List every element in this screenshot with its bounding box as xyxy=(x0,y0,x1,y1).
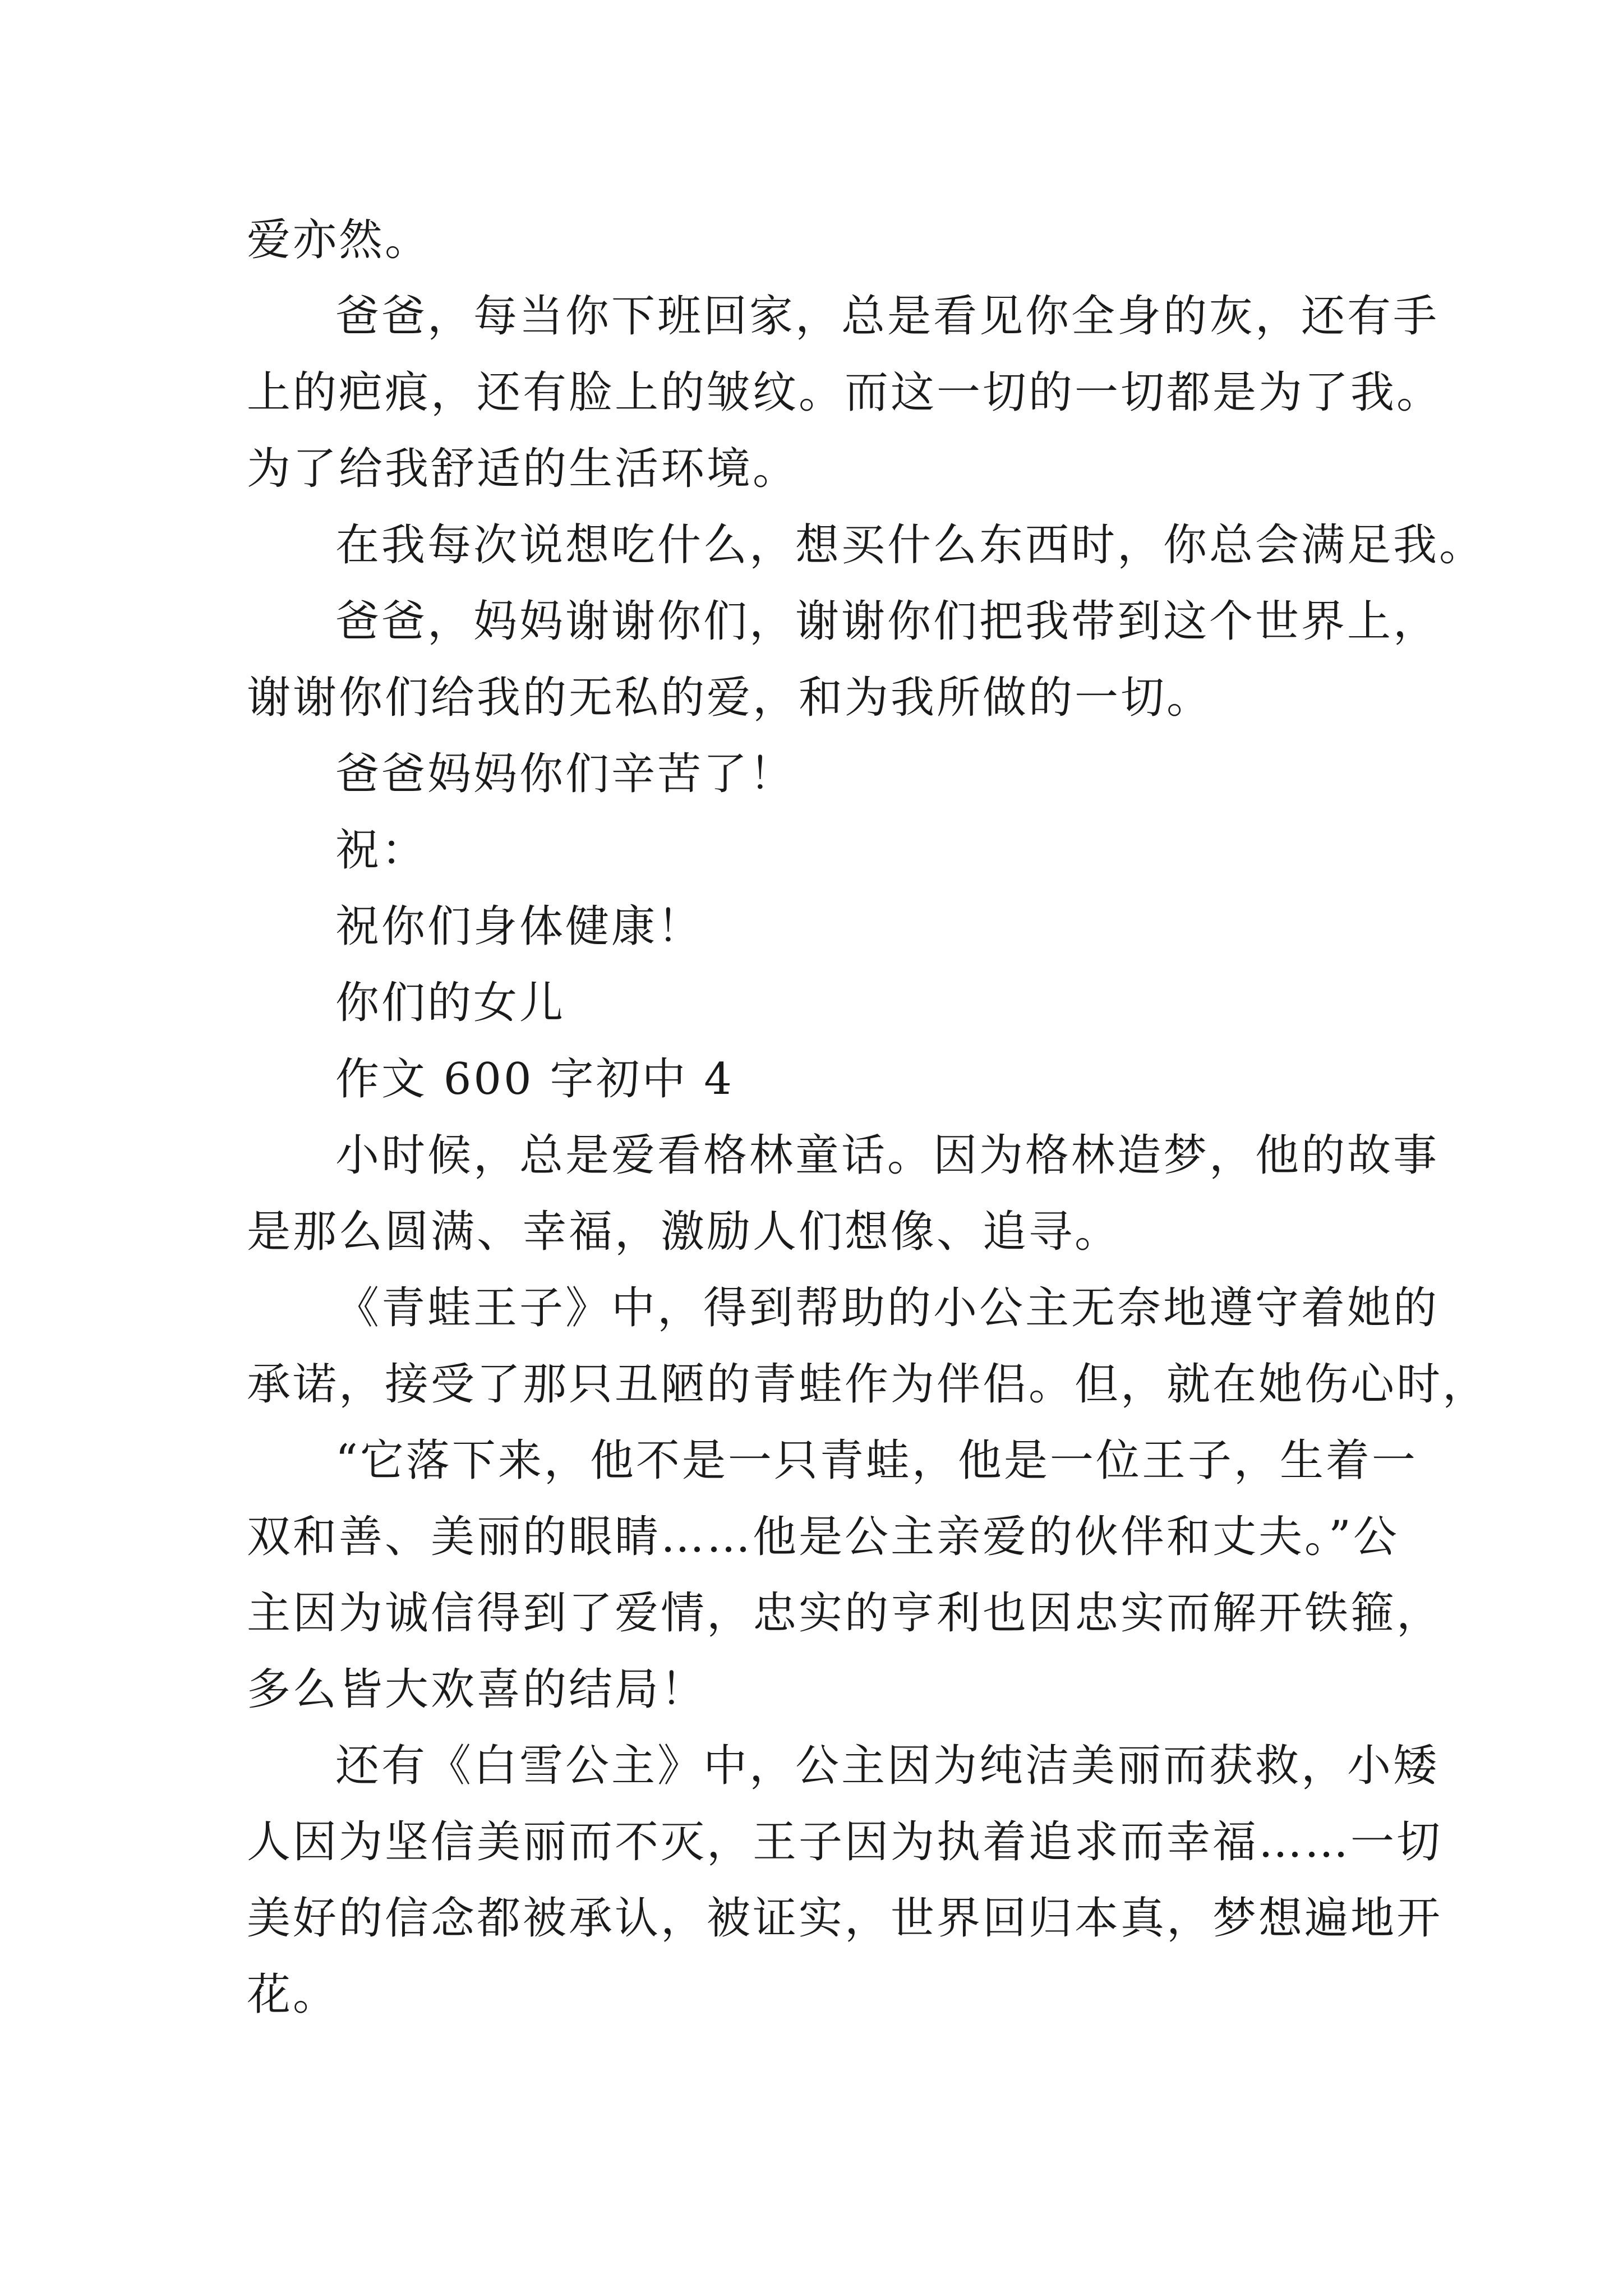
body-text xyxy=(247,202,1489,2033)
text-line: 美好的信念都被承认，被证实，世界回归本真，梦想遍地开 xyxy=(247,1893,1443,1944)
paragraph xyxy=(247,1270,1489,1423)
text-line: 爸爸，妈妈谢谢你们，谢谢你们把我带到这个世界上， xyxy=(335,596,1440,647)
text-line: 上的疤痕，还有脸上的皱纹。而这一切的一切都是为了我。 xyxy=(247,367,1443,418)
paragraph xyxy=(247,1728,1443,2033)
paragraph xyxy=(247,583,1440,736)
text-line: 人因为坚信美丽而不灭，王子因为执着追求而幸福……一切 xyxy=(247,1817,1443,1867)
text-line: 《青蛙王子》中，得到帮助的小公主无奈地遵守着她的 xyxy=(335,1283,1440,1333)
text-line: 祝： xyxy=(335,825,428,876)
text-line: 祝你们身体健康！ xyxy=(335,901,704,952)
text-line: 小时候，总是爱看格林童话。因为格林造梦，他的故事 xyxy=(335,1130,1440,1181)
text-line: 是那么圆满、幸福，激励人们想像、追寻。 xyxy=(247,1207,1121,1257)
text-line: 花。 xyxy=(247,1970,339,2020)
text-line: 主因为诚信得到了爱情，忠实的亨利也因忠实而解开铁箍， xyxy=(247,1588,1443,1639)
text-line: 你们的女儿 xyxy=(335,978,566,1028)
paragraph xyxy=(247,889,1385,965)
text-line: 多么皆大欢喜的结局！ xyxy=(247,1664,707,1715)
paragraph xyxy=(247,507,1486,583)
paragraph xyxy=(247,965,1385,1041)
text-line: 还有《白雪公主》中，公主因为纯洁美丽而获救，小矮 xyxy=(335,1741,1440,1791)
paragraph xyxy=(247,1117,1440,1270)
paragraph xyxy=(247,1423,1443,1728)
text-line: 爱亦然。 xyxy=(247,215,431,265)
text-line: 爸爸，每当你下班回家，总是看见你全身的灰，还有手 xyxy=(335,291,1440,342)
text-line: 谢谢你们给我的无私的爱，和为我所做的一切。 xyxy=(247,673,1213,723)
text-line: 双和善、美丽的眼睛……他是公主亲爱的伙伴和丈夫。”公 xyxy=(247,1512,1399,1562)
text-line: 爸爸妈妈你们辛苦了！ xyxy=(335,749,796,799)
text-line: 作文 600 字初中 4 xyxy=(335,1054,734,1105)
paragraph xyxy=(247,278,1443,507)
paragraph xyxy=(247,1041,1385,1117)
paragraph xyxy=(247,812,1385,889)
text-line: “它落下来，他不是一只青蛙，他是一位王子，生着一 xyxy=(335,1435,1418,1486)
paragraph xyxy=(247,202,1385,278)
text-line: 在我每次说想吃什么，想买什么东西时，你总会满足我。 xyxy=(335,520,1486,570)
text-line: 为了给我舒适的生活环境。 xyxy=(247,444,799,494)
paragraph xyxy=(247,736,1385,812)
text-line: 承诺，接受了那只丑陋的青蛙作为伴侣。但，就在她伤心时， xyxy=(247,1359,1489,1410)
